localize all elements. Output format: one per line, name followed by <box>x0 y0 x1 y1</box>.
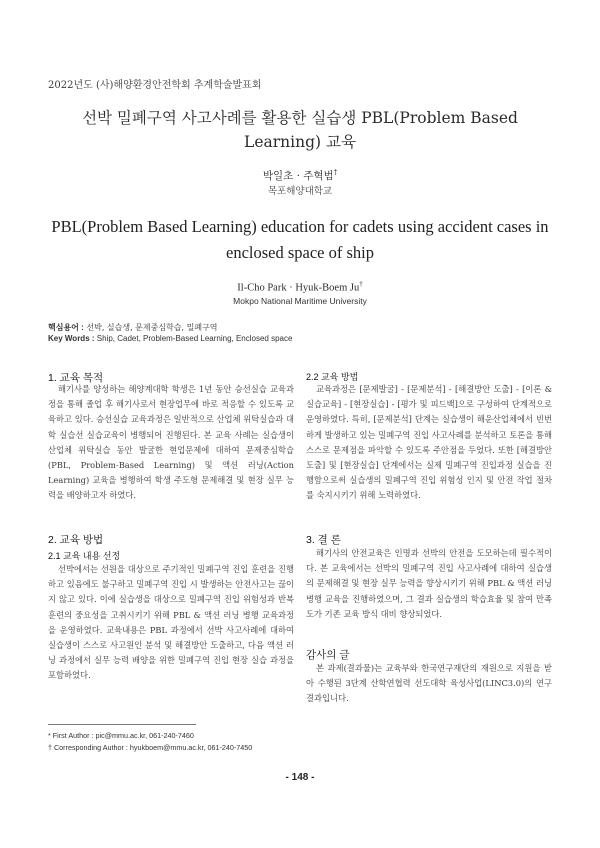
english-keywords <box>48 334 292 343</box>
english-affiliation: Mokpo National Maritime University <box>233 296 367 306</box>
corresponding-mark: † <box>333 168 338 177</box>
page-number: - 148 - <box>285 772 315 783</box>
english-keywords-text: Ship, Cadet, Problem-Based Learning, Enclosed space <box>96 334 293 343</box>
section-3-heading: 3. 결 론 <box>306 534 341 546</box>
footnote-corresponding-author: † Corresponding Author : hyukboem@mmu.ac.kr, 061-240-7450 <box>48 743 253 752</box>
english-keywords-label: Key Words : <box>48 334 95 343</box>
english-title: PBL(Problem Based Learning) education for cadets using accident cases in enclosed space of ship <box>51 217 549 262</box>
section-1-heading: 1. 교육 목적 <box>48 372 104 384</box>
korean-keywords-label: 핵심용어 : <box>48 323 84 332</box>
section-1-body: 해기사를 양성하는 해양계대학 학생은 1년 동안 승선실습 교육과정을 통해 졸업 후 해기사로서 현장업무에 바로 적응할 수 있도록 교육하고 있다. 승선실습 교육과정은 일반적으로 산업체 위탁실습과 대학 실습선 실습교육이 병행되어 진행된다. 본 교육 사례는 실습생이 산업체 위탁실습 동안 발굴한 현업문제에 대하여 문제중심학습(PBL, Problem-Based Learning) 및 액션 러닝(Action Learning) 교육을 병행하여 학생 주도형 문제해결 및 현장 실무 능력을 배양하고자 하였다. <box>48 384 294 501</box>
english-author-names: Il-Cho Park · Hyuk-Boem Ju <box>237 282 360 294</box>
english-authors <box>0 280 600 294</box>
korean-title: 선박 밀폐구역 사고사례를 활용한 실습생 PBL(Problem Based Learning) 교육 <box>82 109 518 151</box>
korean-author-names: 박일초 · 주혁범 <box>262 170 334 182</box>
acknowledgement-body: 본 과제(결과물)는 교육부와 한국연구재단의 재원으로 지원을 받아 수행된 3단계 산학연협력 선도대학 육성사업(LINC3.0)의 연구결과입니다. <box>306 663 552 704</box>
corresponding-mark-en: † <box>359 280 363 288</box>
section-2-heading: 2. 교육 방법 <box>48 534 104 546</box>
section-3-body: 해기사의 안전교육은 인명과 선박의 안전을 도모하는데 필수적이다. 본 교육에서는 선박의 밀폐구역 진입 사고사례에 대하여 실습생의 문제해결 및 현장 실무 능력을 향상시키기 위해 PBL & 액션 러닝 병행 교육을 진행하였으며, 그 결과 실습생의 학습효율 및 참여 만족도가 기존 교육 방식 대비 향상되었다. <box>306 548 552 619</box>
section-2-2-body: 교육과정은 [문제발굴] - [문제분석] - [해결방안 도출] - [이론 & 실습교육] - [현장실습] - [평가 및 피드백]으로 구성하여 단계적으로 운영하였다. 특히, [문제분석] 단계는 실습생이 해운산업체에서 빈번하게 발생하고 있는 밀폐구역 진입 사고사례를 분석하고 토론을 통해 스스로 문제점을 파악할 수 있도록 주안점을 두었다. 또한 [해결방안 도출] 및 [현장실습] 단계에서는 실제 밀폐구역 진입과정 실습을 진행함으로써 실습생의 밀폐구역 진입 위험성 인지 및 안전 작업 절차를 숙지시키기 위해 노력하였다. <box>306 384 552 501</box>
korean-keywords-text: 선박, 실습생, 문제중심학습, 밀폐구역 <box>86 323 218 332</box>
acknowledgement-heading: 감사의 글 <box>306 649 350 661</box>
footnote-first-author: * First Author : pic@mmu.ac.kr, 061-240-7460 <box>48 731 194 740</box>
section-2-1-heading: 2.1 교육 내용 선정 <box>48 551 121 561</box>
korean-keywords <box>48 322 218 333</box>
footnote-divider <box>48 724 196 725</box>
section-2-2-heading: 2.2 교육 방법 <box>306 372 359 382</box>
section-2-1-body: 선박에서는 선원을 대상으로 주기적인 밀폐구역 진입 훈련을 진행하고 있음에도 불구하고 밀폐구역 진입 시 발생하는 안전사고는 끊이지 않고 있다. 이에 실습생을 대상으로 밀폐구역 진입 위험성과 반복 훈련의 중요성을 고취시키기 위해 PBL & 액션 러닝 병행 교육과정을 운영하였다. 교육내용은 PBL 과정에서 선박 사고사례에 대하여 실습생이 스스로 사고원인 분석 및 해결방안 도출하고, 다음 액션 러닝 과정에서 실무 능력 배양을 위한 밀폐구역 진입 현장 실습 과정을 포함하였다. <box>48 564 294 681</box>
korean-authors <box>0 168 600 183</box>
korean-affiliation: 목포해양대학교 <box>267 186 333 197</box>
conference-header: 2022년도 (사)해양환경안전학회 추계학술발표회 <box>48 80 262 91</box>
